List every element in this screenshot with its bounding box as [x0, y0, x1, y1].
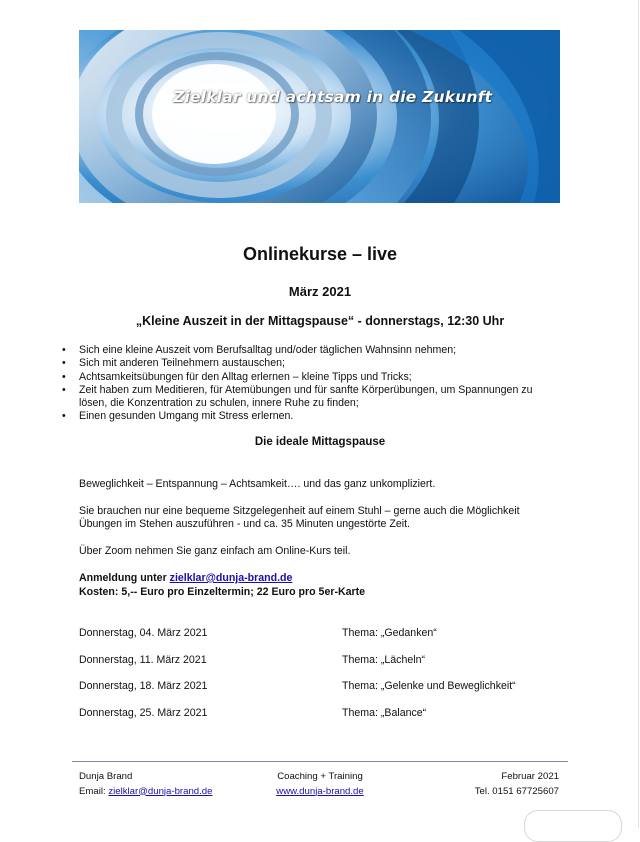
page-title: Onlinekurse – live	[242, 244, 398, 264]
table-row	[79, 707, 559, 734]
footer-website-link[interactable]: www.dunja-brand.de	[276, 785, 364, 797]
topic-cell: Thema: „Lächeln“	[342, 653, 426, 666]
footer-date: Februar 2021	[501, 771, 559, 782]
dates-table	[79, 627, 559, 733]
footer-divider	[72, 761, 568, 762]
footer-phone: Tel. 0151 67725607	[474, 785, 559, 797]
date-cell: Donnerstag, 04. März 2021	[79, 627, 208, 639]
banner-tagline: Zielklar und achtsam in die Zukunft	[173, 88, 493, 106]
page-corner-overlay	[524, 810, 622, 842]
footer-left	[79, 770, 212, 799]
footer-email-label: Email:	[79, 785, 109, 797]
footer-right	[400, 770, 559, 799]
table-row	[79, 627, 559, 654]
table-row	[79, 680, 559, 707]
date-cell: Donnerstag, 18. März 2021	[79, 680, 208, 693]
header-banner	[79, 30, 560, 203]
footer-service: Coaching + Training	[277, 771, 363, 782]
table-row	[79, 654, 559, 681]
list-item: • Sich mit anderen Teilnehmern austauschen;	[62, 357, 562, 370]
footer-name: Dunja Brand	[79, 771, 133, 782]
footer-email-line	[79, 785, 212, 800]
list-item: • Sich eine kleine Auszeit vom Berufsalltag und/oder täglichen Wahnsinn nehmen;	[62, 344, 562, 357]
footer-center	[220, 770, 420, 799]
topic-cell: Thema: „Balance“	[342, 706, 427, 719]
month-heading: März 2021	[288, 284, 352, 299]
topic-cell: Thema: „Gedanken“	[342, 627, 437, 639]
paragraph-requirements: Sie brauchen nur eine bequeme Sitzgelegenheit auf einem Stuhl – gerne auch die Möglichkeit Übungen im Stehen auszuführen - und ca. 35 Minuten ungestörte Zeit.	[79, 505, 520, 531]
section-heading: Die ideale Mittagspause	[254, 436, 386, 448]
benefits-list	[62, 344, 562, 424]
paragraph-zoom: Über Zoom nehmen Sie ganz einfach am Online-Kurs teil.	[79, 545, 351, 557]
list-item: • Einen gesunden Umgang mit Stress erlernen.	[62, 410, 562, 423]
registration-line	[79, 572, 559, 585]
costs-line: Kosten: 5,-- Euro pro Einzeltermin; 22 Euro pro 5er-Karte	[79, 586, 366, 598]
swirl-graphic	[79, 30, 560, 203]
date-cell: Donnerstag, 11. März 2021	[79, 653, 207, 666]
registration-email-link[interactable]: zielklar@dunja-brand.de	[169, 572, 293, 584]
footer-email-link[interactable]: zielklar@dunja-brand.de	[108, 785, 213, 797]
list-item: • Zeit haben zum Meditieren, für Atemübungen und für sanfte Körperübungen, um Spannungen zu lösen, die Konzentration zu schulen, innere Ruhe zu finden;	[62, 384, 562, 411]
topic-cell: Thema: „Gelenke und Beweglichkeit“	[342, 680, 516, 693]
date-cell: Donnerstag, 25. März 2021	[79, 706, 208, 719]
list-item: • Achtsamkeitsübungen für den Alltag erlernen – kleine Tipps und Tricks;	[62, 371, 562, 384]
registration-label: Anmeldung unter	[79, 572, 170, 584]
paragraph-flexibility: Beweglichkeit – Entspannung – Achtsamkeit…. und das ganz unkompliziert.	[79, 478, 436, 490]
course-subtitle: „Kleine Auszeit in der Mittagspause“ - donnerstags, 12:30 Uhr	[135, 314, 505, 328]
